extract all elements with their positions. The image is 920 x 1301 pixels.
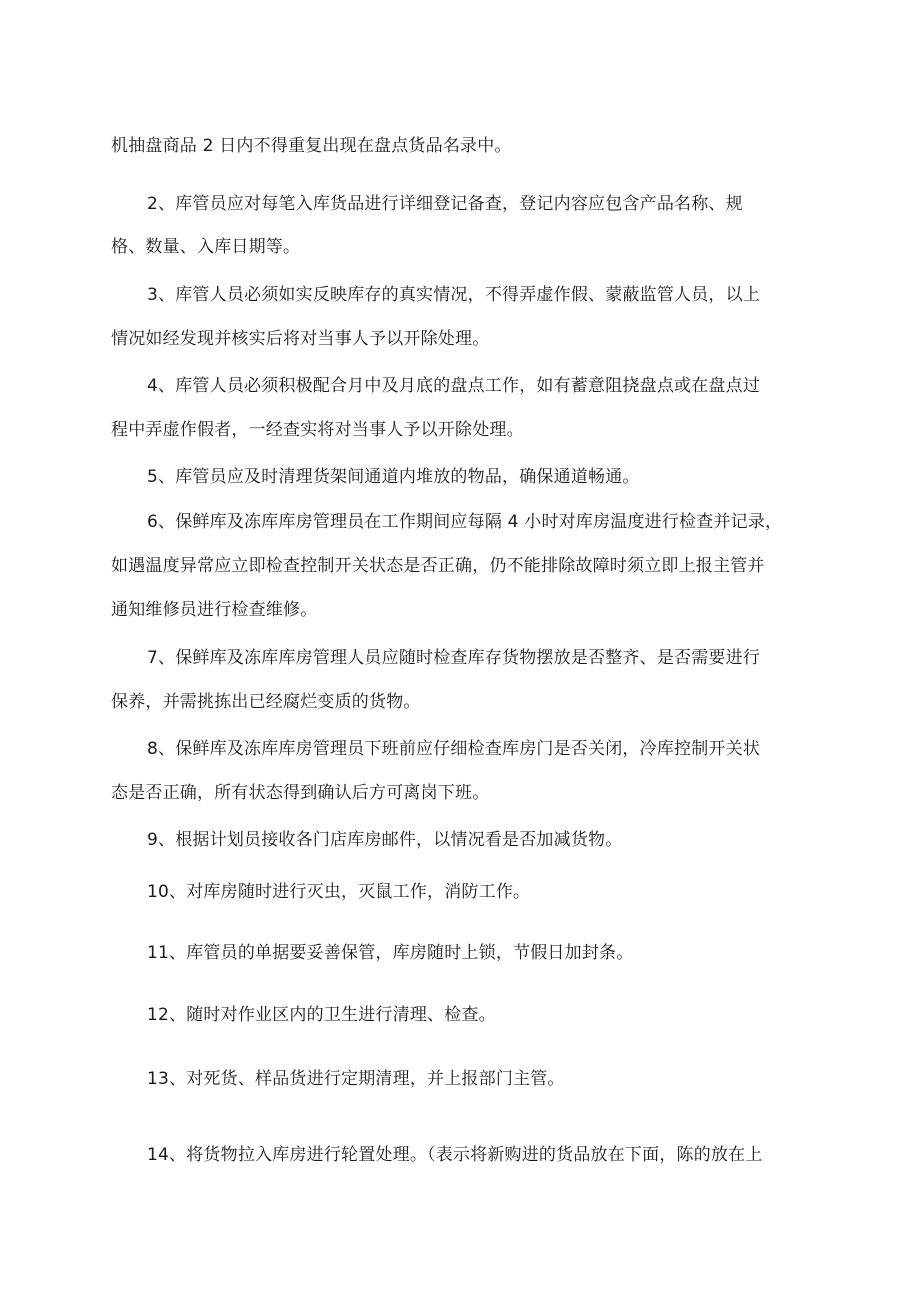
paragraph-8-line-2: 态是否正确，所有状态得到确认后方可离岗下班。 bbox=[111, 783, 490, 803]
paragraph-11-line-1: 11、库管员的单据要妥善保管，库房随时上锁，节假日加封条。 bbox=[147, 943, 634, 963]
paragraph-7-line-1: 7、保鲜库及冻库库房管理人员应随时检查库存货物摆放是否整齐、是否需要进行 bbox=[147, 648, 761, 668]
paragraph-6-line-1: 6、保鲜库及冻库库房管理员在工作期间应每隔 4 小时对库房温度进行检查并记录， bbox=[147, 512, 783, 532]
paragraph-6-line-2: 如遇温度异常应立即检查控制开关状态是否正确，仍不能排除故障时须立即上报主管并 bbox=[111, 556, 765, 576]
paragraph-4-line-1: 4、库管人员必须积极配合月中及月底的盘点工作，如有蓄意阻挠盘点或在盘点过 bbox=[147, 376, 761, 396]
paragraph-5-line-1: 5、库管员应及时清理货架间通道内堆放的物品，确保通道畅通。 bbox=[147, 467, 640, 487]
paragraph-10-line-1: 10、对库房随时进行灭虫，灭鼠工作，消防工作。 bbox=[147, 882, 531, 902]
paragraph-7-line-2: 保养，并需挑拣出已经腐烂变质的货物。 bbox=[111, 692, 421, 712]
paragraph-9-line-1: 9、根据计划员接收各门店库房邮件，以情况看是否加减货物。 bbox=[147, 830, 623, 850]
paragraph-3-line-2: 情况如经发现并核实后将对当事人予以开除处理。 bbox=[111, 329, 490, 349]
paragraph-6-line-3: 通知维修员进行检查维修。 bbox=[111, 600, 318, 620]
paragraph-3-line-1: 3、库管人员必须如实反映库存的真实情况，不得弄虚作假、蒙蔽监管人员，以上 bbox=[147, 285, 761, 305]
paragraph-13-line-1: 13、对死货、样品货进行定期清理，并上报部门主管。 bbox=[147, 1069, 565, 1089]
paragraph-2-line-1: 2、库管员应对每笔入库货品进行详细登记备查，登记内容应包含产品名称、规 bbox=[147, 194, 743, 214]
paragraph-8-line-1: 8、保鲜库及冻库库房管理员下班前应仔细检查库房门是否关闭，冷库控制开关状 bbox=[147, 739, 761, 759]
paragraph-2-line-2: 格、数量、入库日期等。 bbox=[111, 237, 301, 257]
paragraph-12-line-1: 12、随时对作业区内的卫生进行清理、检查。 bbox=[147, 1005, 496, 1025]
paragraph-14-line-1: 14、将货物拉入库房进行轮置处理。（表示将新购进的货品放在下面，陈的放在上 bbox=[147, 1145, 763, 1165]
paragraph-continuation-line: 机抽盘商品 2 日内不得重复出现在盘点货品名录中。 bbox=[111, 136, 512, 156]
paragraph-4-line-2: 程中弄虚作假者，一经查实将对当事人予以开除处理。 bbox=[111, 420, 524, 440]
